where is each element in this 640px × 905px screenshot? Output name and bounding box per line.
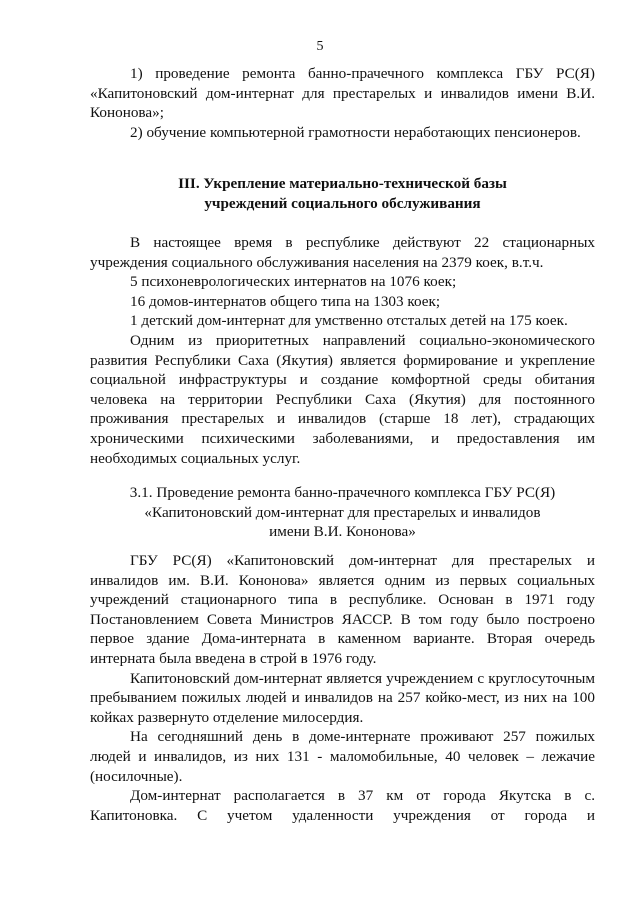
section-3-heading-line-2: учреждений социального обслуживания — [204, 194, 481, 212]
subsection-3-1-paragraph-1: ГБУ РС(Я) «Капитоновский дом-интернат для престарелых и инвалидов им. В.И. Кононова» является одним из первых социальных учреждений стационарного типа в республике. Основан в 1971 году Постановлением Совета Министров ЯАССР. В том году было построено первое здание Дома-интерната в каменном варианте. Вторая очередь интерната была введена в строй в 1976 году. — [90, 552, 595, 667]
section-3-paragraph-5: Одним из приоритетных направлений социально-экономического развития Республики Саха (Якутия) является формирование и укрепление социальной инфраструктуры и создание комфортной среды обитания человека на территории Республики Саха (Якутия) для постоянного проживания престарелых и инвалидов (старше 18 лет), страдающих хроническими психическими заболеваниями, и предоставления им необходимых социальных услуг. — [90, 331, 595, 467]
section-3-paragraph-4: 1 детский дом-интернат для умственно отсталых детей на 175 коек. — [130, 312, 568, 330]
subsection-3-1-body — [90, 551, 595, 825]
section-3-heading-line-1: III. Укрепление материально-технической базы — [178, 175, 507, 192]
section-3-paragraph-1: В настоящее время в республике действуют 22 стационарных учреждения социального обслуживания населения на 2379 коек, в.т.ч. — [90, 234, 595, 271]
subsection-3-1-heading — [90, 483, 595, 542]
section-3-paragraph-2: 5 психоневрологических интернатов на 1076 коек; — [130, 273, 457, 291]
intro-list — [90, 64, 595, 142]
subsection-3-1-heading-line-3: имени В.И. Кононова» — [269, 523, 416, 541]
list-item-1: 1) проведение ремонта банно-прачечного комплекса ГБУ РС(Я) «Капитоновский дом-интернат для престарелых и инвалидов имени В.И. Кононова»; — [90, 65, 595, 122]
section-3-body — [90, 233, 595, 468]
list-item-2: 2) обучение компьютерной грамотности неработающих пенсионеров. — [130, 123, 581, 141]
subsection-3-1-paragraph-4: Дом-интернат располагается в 37 км от города Якутска в с. Капитоновка. С учетом удаленности учреждения от города и — [90, 787, 595, 824]
section-3-paragraph-3: 16 домов-интернатов общего типа на 1303 коек; — [130, 292, 441, 310]
subsection-3-1-heading-line-1: 3.1. Проведение ремонта банно-прачечного комплекса ГБУ РС(Я) — [129, 484, 556, 501]
section-3-heading — [90, 174, 595, 213]
subsection-3-1-paragraph-2: Капитоновский дом-интернат является учреждением с круглосуточным пребыванием пожилых людей и инвалидов на 257 койко-мест, из них на 100 койках развернуто отделение милосердия. — [90, 669, 595, 726]
subsection-3-1-heading-line-2: «Капитоновский дом-интернат для престарелых и инвалидов — [144, 503, 541, 521]
page-number: 5 — [316, 39, 324, 54]
subsection-3-1-paragraph-3: На сегодняшний день в доме-интернате проживают 257 пожилых людей и инвалидов, из них 131 - маломобильные, 40 человек – лежачие (носилочные). — [90, 728, 595, 785]
